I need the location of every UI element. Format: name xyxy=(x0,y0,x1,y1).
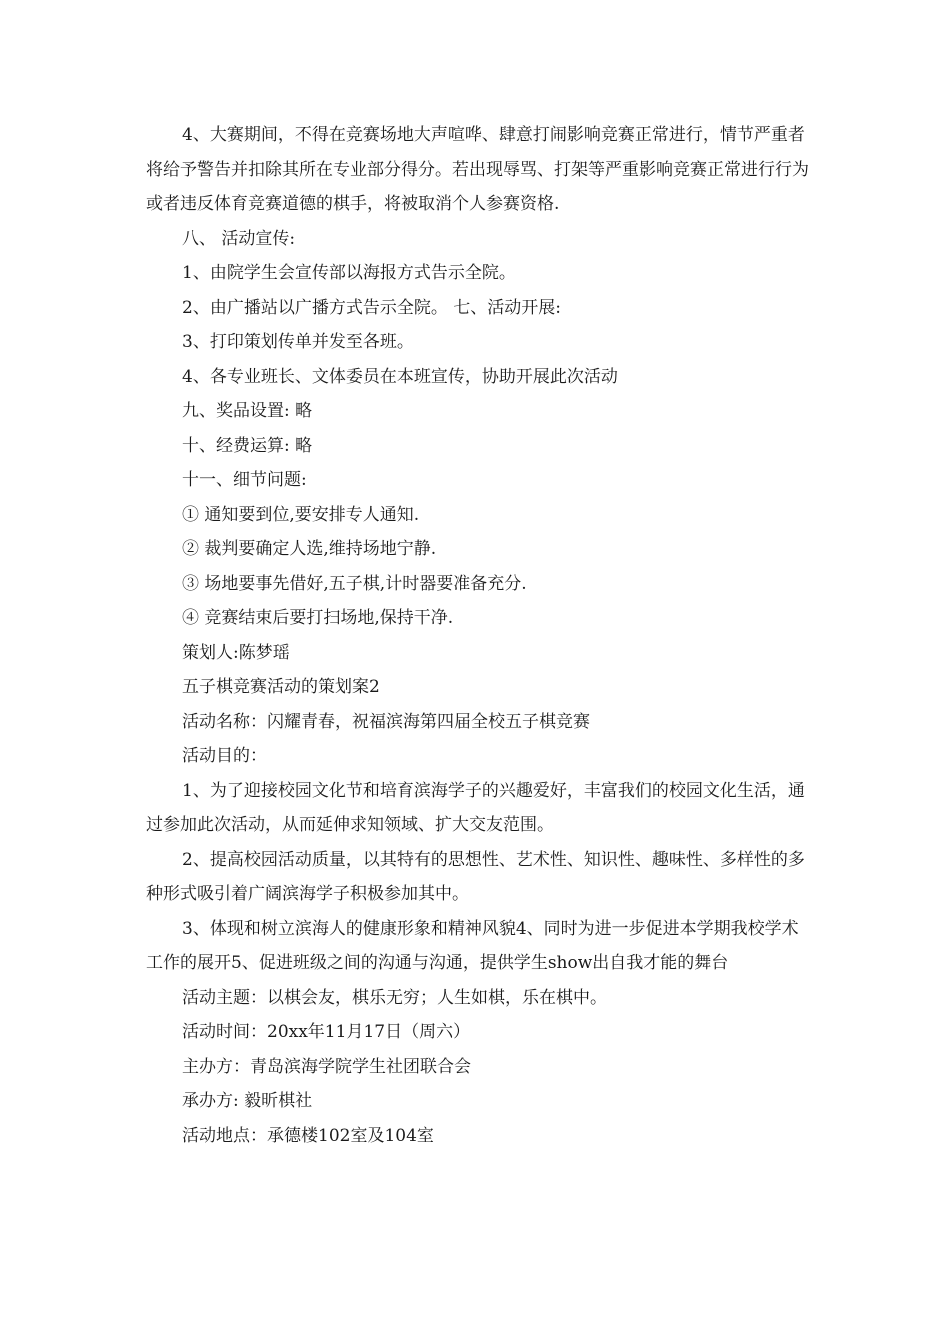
heading-section-10-budget: 十、经费运算: 略 xyxy=(182,435,313,456)
detail-item-4: ④ 竞赛结束后要打扫场地,保持干净. xyxy=(182,608,454,628)
heading-section-9-prizes: 九、奖品设置: 略 xyxy=(182,401,313,421)
heading-section-8-publicity: 八、 活动宣传: xyxy=(182,228,296,249)
paragraph-publicity-3: 3、打印策划传单并发至各班。 xyxy=(182,332,414,352)
detail-item-1: ① 通知要到位,要安排专人通知. xyxy=(182,504,420,525)
activity-name: 活动名称：闪耀青春，祝福滨海第四届全校五子棋竞赛 xyxy=(182,711,590,732)
detail-item-2: ② 裁判要确定人选,维持场地宁静. xyxy=(182,539,437,559)
activity-purpose-heading: 活动目的： xyxy=(182,746,267,766)
activity-theme: 活动主题：以棋会友，棋乐无穷；人生如棋，乐在棋中。 xyxy=(182,987,607,1008)
paragraph-rule-4: 4、大赛期间，不得在竞赛场地大声喧哗、肆意打闹影响竞赛正常进行，情节严重者将给予警告并扣除其所在专业部分得分。若出现辱骂、打架等严重影响竞赛正常进行行为或者违反体育竞赛道德的棋手，将被取消个人参赛资格. xyxy=(146,125,809,214)
detail-item-3: ③ 场地要事先借好,五子棋,计时器要准备充分. xyxy=(182,573,527,594)
section-title-plan-2: 五子棋竞赛活动的策划案2 xyxy=(182,677,380,697)
purpose-item-3: 3、体现和树立滨海人的健康形象和精神风貌4、同时为进一步促进本学期我校学术工作的展开5、促进班级之间的沟通与沟通，提供学生show出自我才能的舞台 xyxy=(146,918,799,973)
planner-name: 策划人:陈梦瑶 xyxy=(182,642,290,663)
activity-time: 活动时间：20xx年11月17日（周六） xyxy=(182,1022,471,1042)
organizer: 主办方：青岛滨海学院学生社团联合会 xyxy=(182,1056,471,1077)
paragraph-publicity-1: 1、由院学生会宣传部以海报方式告示全院。 xyxy=(182,263,516,283)
activity-location: 活动地点：承德楼102室及104室 xyxy=(182,1125,434,1146)
document-page xyxy=(146,118,810,1153)
co-organizer: 承办方: 毅昕棋社 xyxy=(182,1091,313,1111)
paragraph-publicity-4: 4、各专业班长、文体委员在本班宣传，协助开展此次活动 xyxy=(182,366,618,387)
purpose-item-2: 2、提高校园活动质量，以其特有的思想性、艺术性、知识性、趣味性、多样性的多种形式吸引着广阔滨海学子积极参加其中。 xyxy=(146,849,805,904)
purpose-item-1: 1、为了迎接校园文化节和培育滨海学子的兴趣爱好，丰富我们的校园文化生活，通过参加此次活动，从而延伸求知领域、扩大交友范围。 xyxy=(146,780,805,835)
heading-section-11-details: 十一、细节问题: xyxy=(182,470,307,490)
paragraph-publicity-2: 2、由广播站以广播方式告示全院。 七、活动开展: xyxy=(182,297,561,318)
